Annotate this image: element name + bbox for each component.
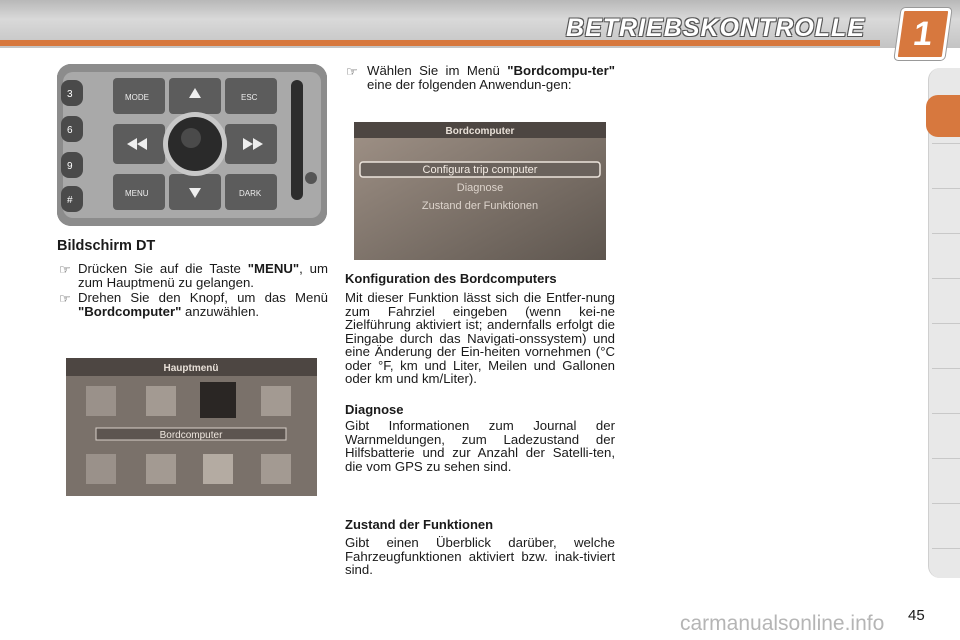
section-heading-bildschirm: Bildschirm DT	[57, 238, 156, 254]
page-number: 45	[908, 607, 925, 624]
tab-divider	[932, 458, 960, 459]
tab-divider	[932, 368, 960, 369]
preset-hash-label: #	[67, 195, 73, 206]
bordcomputer-screen-title: Bordcomputer	[445, 126, 515, 137]
bullet-press-menu	[78, 262, 328, 289]
hauptmenu-title: Hauptmenü	[163, 363, 219, 374]
preset-3-label: 3	[67, 89, 73, 100]
mode-button-label: MODE	[125, 93, 149, 102]
chapter-number-badge: 1	[894, 8, 951, 60]
esc-button-label: ESC	[241, 93, 258, 102]
tab-divider	[932, 278, 960, 279]
hauptmenu-selected-item: Bordcomputer	[159, 430, 223, 441]
menu-button-label: MENU	[125, 189, 149, 198]
section-heading-diagnose: Diagnose	[345, 402, 404, 417]
bullet-turn-knob	[78, 291, 328, 318]
bullet-text: Drehen Sie den Knopf, um das Menü	[78, 290, 328, 305]
bullet-select-application	[367, 64, 615, 91]
chapter-tab-active[interactable]	[926, 95, 960, 137]
menu-item-configura-trip-computer[interactable]: Configura trip computer	[422, 164, 538, 176]
bordcomputer-menu-name: "Bordcompu-ter"	[507, 63, 615, 78]
preset-9-label: 9	[67, 161, 73, 172]
tab-divider	[932, 503, 960, 504]
pointing-hand-icon: ☞	[59, 291, 71, 306]
menu-item-zustand-der-funktionen[interactable]: Zustand der Funktionen	[421, 200, 539, 212]
chapter-title: BETRIEBSKONTROLLE	[566, 14, 865, 42]
tab-divider	[932, 143, 960, 144]
preset-6-label: 6	[67, 125, 73, 136]
bordcomputer-screen-image	[354, 122, 606, 260]
bordcomputer-menu-name: "Bordcomputer"	[78, 303, 182, 319]
bullet-text: , um zum Hauptmenü zu gelangen.	[78, 261, 328, 290]
dark-button-label: DARK	[239, 189, 262, 198]
hauptmenu-screen-image	[66, 358, 317, 496]
control-panel-image	[57, 64, 327, 226]
tab-divider	[932, 548, 960, 549]
tab-divider	[932, 323, 960, 324]
section-heading-zustand: Zustand der Funktionen	[345, 517, 494, 532]
section-text-konfiguration: Mit dieser Funktion lässt sich die Entfer-nung zum Fahrziel eingeben (wenn kei-ne Zielführung aktiviert ist; andernfalls erfolgt die Eingabe durch das Navigati-onssystem) und eine Änderung der Ein-heiten vornehmen (°C oder °F, km und Liter, Meilen und Gallonen oder km und km/Liter).	[345, 290, 615, 386]
watermark: carmanualsonline.info	[680, 612, 885, 635]
section-text-diagnose: Gibt Informationen zum Journal der Warnmeldungen, zum Ladezustand der Hilfsbatterie und zur Anzahl der Satelli-ten, die vom GPS zu sehen sind.	[345, 418, 615, 474]
tab-divider	[932, 188, 960, 189]
pointing-hand-icon: ☞	[59, 262, 71, 277]
bullet-text: eine der folgenden Anwendun-gen:	[367, 76, 572, 92]
menu-item-diagnose[interactable]: Diagnose	[456, 182, 504, 194]
tab-divider	[932, 233, 960, 234]
section-text-zustand: Gibt einen Überblick darüber, welche Fahrzeugfunktionen aktiviert bzw. inak-tiviert sind.	[345, 535, 615, 577]
bullet-text: anzuwählen.	[181, 303, 260, 319]
bullet-text: Drücken Sie auf die Taste	[78, 261, 248, 276]
section-heading-konfiguration: Konfiguration des Bordcomputers	[345, 271, 557, 286]
menu-key-name: "MENU"	[247, 261, 300, 276]
pointing-hand-icon: ☞	[346, 64, 358, 79]
tab-divider	[932, 413, 960, 414]
bullet-text: Wählen Sie im Menü	[367, 63, 508, 78]
